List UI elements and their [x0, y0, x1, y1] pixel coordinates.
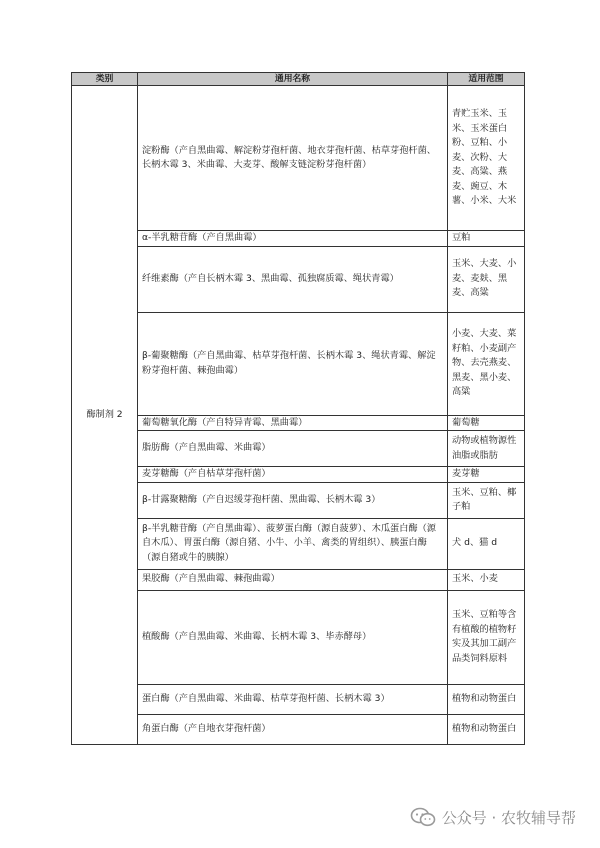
common-name-cell: 纤维素酶（产自长柄木霉 3、黑曲霉、孤独腐质霉、绳状青霉） [138, 246, 448, 312]
table-row [72, 467, 525, 483]
table-row [72, 569, 525, 590]
table-row [72, 590, 525, 684]
enzyme-table [71, 72, 525, 745]
wechat-icon [410, 807, 436, 827]
scope-cell: 玉米、豆粕等含有植酸的植物籽实及其加工副产品类饲料原料 [448, 590, 525, 684]
scope-cell: 玉米、豆粕、椰子粕 [448, 482, 525, 518]
header-scope: 适用范围 [448, 73, 525, 86]
scope-cell: 小麦、大麦、菜籽粕、小麦副产物、去壳燕麦、黑麦、黑小麦、高粱 [448, 312, 525, 415]
table-row [72, 714, 525, 744]
scope-cell: 麦芽糖 [448, 467, 525, 483]
category-cell: 酶制剂 2 [72, 86, 138, 745]
scope-cell: 犬 d、猫 d [448, 518, 525, 569]
table-row [72, 312, 525, 415]
common-name-cell: 脂肪酶（产自黑曲霉、米曲霉） [138, 431, 448, 467]
table-row [72, 415, 525, 431]
scope-cell: 玉米、大麦、小麦、麦麸、黑麦、高粱 [448, 246, 525, 312]
table-row [72, 684, 525, 714]
common-name-cell: 葡萄糖氧化酶（产自特异青霉、黑曲霉） [138, 415, 448, 431]
common-name-cell: β-半乳糖苷酶（产自黑曲霉）、菠萝蛋白酶（源自菠萝）、木瓜蛋白酶（源自木瓜）、胃蛋白酶（源自猪、小牛、小羊、禽类的胃组织）、胰蛋白酶（源自猪或牛的胰腺） [138, 518, 448, 569]
header-common-name: 通用名称 [138, 73, 448, 86]
table-header-row [72, 73, 525, 86]
common-name-cell: 植酸酶（产自黑曲霉、米曲霉、长柄木霉 3、毕赤酵母） [138, 590, 448, 684]
scope-cell: 葡萄糖 [448, 415, 525, 431]
watermark [410, 806, 576, 828]
scope-cell: 植物和动物蛋白 [448, 684, 525, 714]
common-name-cell: 蛋白酶（产自黑曲霉、米曲霉、枯草芽孢杆菌、长柄木霉 3） [138, 684, 448, 714]
common-name-cell: α-半乳糖苷酶（产自黑曲霉） [138, 231, 448, 247]
table-row [72, 518, 525, 569]
scope-cell: 植物和动物蛋白 [448, 714, 525, 744]
table-row [72, 231, 525, 247]
header-category: 类别 [72, 73, 138, 86]
table-row [72, 482, 525, 518]
scope-cell: 青贮玉米、玉米、玉米蛋白粉、豆粕、小麦、次粉、大麦、高粱、燕麦、豌豆、木薯、小米、大米 [448, 86, 525, 231]
scope-cell: 动物或植物源性油脂或脂肪 [448, 431, 525, 467]
common-name-cell: β-甘露聚糖酶（产自迟缓芽孢杆菌、黑曲霉、长柄木霉 3） [138, 482, 448, 518]
scope-cell: 豆粕 [448, 231, 525, 247]
common-name-cell: 淀粉酶（产自黑曲霉、解淀粉芽孢杆菌、地衣芽孢杆菌、枯草芽孢杆菌、长柄木霉 3、米曲霉、大麦芽、酸解支链淀粉芽孢杆菌） [138, 86, 448, 231]
table-row [72, 86, 525, 231]
common-name-cell: 果胶酶（产自黑曲霉、棘孢曲霉） [138, 569, 448, 590]
common-name-cell: 麦芽糖酶（产自枯草芽孢杆菌） [138, 467, 448, 483]
scope-cell: 玉米、小麦 [448, 569, 525, 590]
common-name-cell: 角蛋白酶（产自地衣芽孢杆菌） [138, 714, 448, 744]
common-name-cell: β-葡聚糖酶（产自黑曲霉、枯草芽孢杆菌、长柄木霉 3、绳状青霉、解淀粉芽孢杆菌、棘孢曲霉） [138, 312, 448, 415]
table-row [72, 246, 525, 312]
table-row [72, 431, 525, 467]
watermark-text: 公众号 · 农牧辅导帮 [441, 808, 576, 827]
